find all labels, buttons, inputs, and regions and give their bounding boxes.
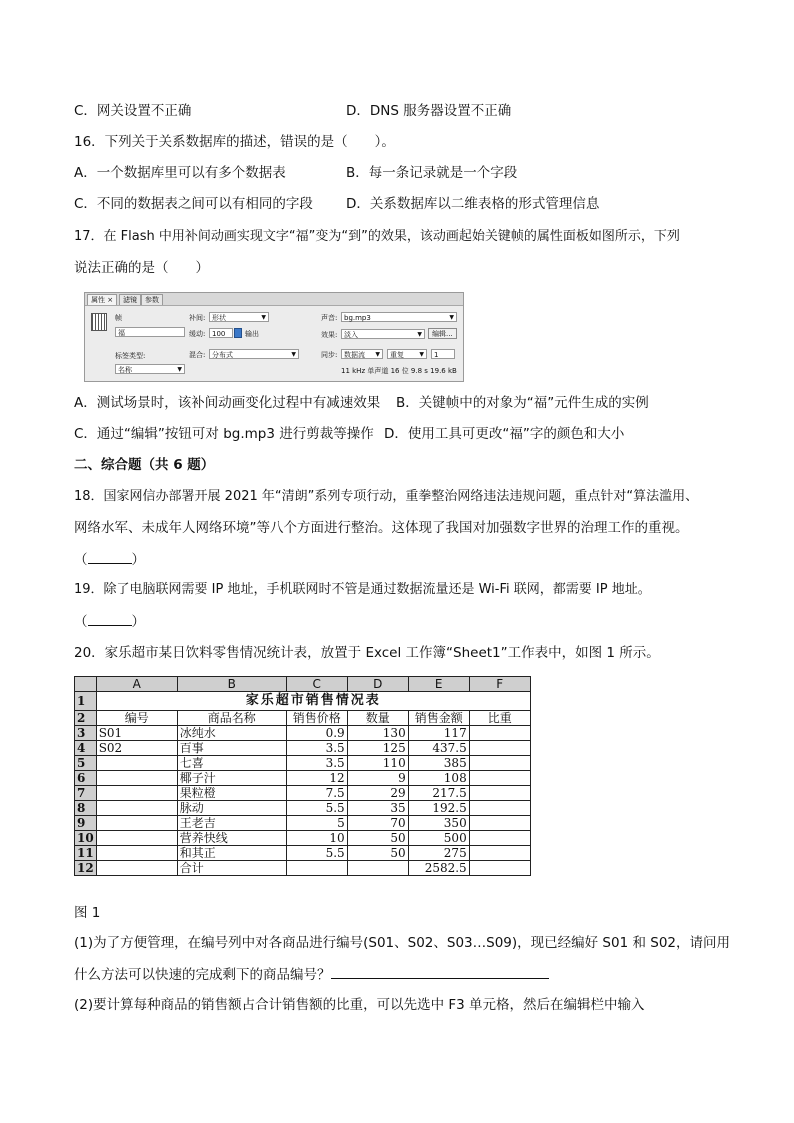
chevron-down-icon: ▼ <box>177 366 182 373</box>
corner-cell <box>75 677 97 692</box>
row-number: 10 <box>75 831 97 846</box>
row-number: 4 <box>75 741 97 756</box>
effect-value: 淡入 <box>344 331 358 339</box>
sync-label: 同步: <box>321 351 338 359</box>
cell-qty[interactable]: 35 <box>347 801 408 816</box>
header-price[interactable]: 销售价格 <box>286 711 347 726</box>
effect-select[interactable] <box>341 329 425 339</box>
label-type-select[interactable] <box>115 364 185 374</box>
q19-answer-blank <box>74 611 145 632</box>
cell-price[interactable]: 5 <box>286 816 347 831</box>
tab-properties[interactable]: 属性 × <box>87 294 117 305</box>
table-row <box>75 711 531 726</box>
cell-amount[interactable]: 192.5 <box>408 801 469 816</box>
table-row <box>75 846 531 861</box>
q18-line1: 18．国家网信办部署开展 2021 年“清朗”系列专项行动，重拳整治网络违法违规问题，重点针对“算法滥用、 <box>74 489 699 504</box>
cell-qty[interactable]: 29 <box>347 786 408 801</box>
cell-ratio[interactable] <box>469 726 530 741</box>
cell-price[interactable]: 0.9 <box>286 726 347 741</box>
ease-slider-button[interactable] <box>234 328 242 338</box>
table-row <box>75 692 531 711</box>
frame-label: 帧 <box>115 314 122 322</box>
q17-option-c: C．通过“编辑”按钮可对 bg.mp3 进行剪裁等操作 <box>74 426 374 442</box>
header-id[interactable]: 编号 <box>96 711 177 726</box>
paren-open: （ <box>74 552 88 568</box>
blend-value: 分布式 <box>212 351 233 359</box>
cell-amount[interactable]: 217.5 <box>408 786 469 801</box>
blend-label: 混合: <box>189 351 206 359</box>
header-amount[interactable]: 销售金额 <box>408 711 469 726</box>
header-ratio[interactable]: 比重 <box>469 711 530 726</box>
col-header-d: D <box>347 677 408 692</box>
blend-select[interactable] <box>209 349 299 359</box>
cell-amount[interactable]: 117 <box>408 726 469 741</box>
cell-ratio[interactable] <box>469 846 530 861</box>
effect-label: 效果: <box>321 331 338 339</box>
cell-qty[interactable] <box>347 861 408 876</box>
row-number: 8 <box>75 801 97 816</box>
cell-id[interactable] <box>96 861 177 876</box>
frame-icon <box>91 313 107 331</box>
row-number: 7 <box>75 786 97 801</box>
cell-qty[interactable]: 9 <box>347 771 408 786</box>
q16-stem: 16．下列关于关系数据库的描述，错误的是（ ）。 <box>74 134 395 150</box>
cell-id[interactable] <box>96 846 177 861</box>
q20-sub1-text: 什么方法可以快速的完成剩下的商品编号？ <box>74 967 331 983</box>
tween-label: 补间: <box>189 314 206 322</box>
section-title: 二、综合题（共 6 题） <box>74 457 215 473</box>
row-number: 12 <box>75 861 97 876</box>
row-number: 6 <box>75 771 97 786</box>
cell-name[interactable]: 果粒橙 <box>177 786 286 801</box>
column-header-row <box>75 677 531 692</box>
cell-price[interactable]: 7.5 <box>286 786 347 801</box>
cell-amount[interactable]: 437.5 <box>408 741 469 756</box>
cell-ratio[interactable] <box>469 771 530 786</box>
label-type-caption: 标签类型: <box>115 352 146 360</box>
cell-ratio[interactable] <box>469 816 530 831</box>
cell-ratio[interactable] <box>469 801 530 816</box>
sound-label: 声音: <box>321 314 338 322</box>
label-type-value: 名称 <box>118 366 132 374</box>
row-number: 2 <box>75 711 97 726</box>
paren-close: ） <box>131 614 145 630</box>
q18-answer-blank <box>74 549 145 570</box>
q17-option-b: B．关键帧中的对象为“福”元件生成的实例 <box>396 395 649 411</box>
cell-qty[interactable]: 50 <box>347 831 408 846</box>
cell-price[interactable]: 12 <box>286 771 347 786</box>
cell-name[interactable]: 椰子汁 <box>177 771 286 786</box>
figure-caption: 图 1 <box>74 905 101 921</box>
cell-amount[interactable]: 350 <box>408 816 469 831</box>
q20-stem: 20．家乐超市某日饮料零售情况统计表，放置于 Excel 工作簿“Sheet1”工作表中，如图 1 所示。 <box>74 645 660 661</box>
q17-stem-line1: 17．在 Flash 中用补间动画实现文字“福”变为“到”的效果，该动画起始关键帧的属性面板如图所示，下列 <box>74 229 680 244</box>
cell-amount[interactable]: 275 <box>408 846 469 861</box>
answer-blank[interactable] <box>88 549 132 564</box>
answer-blank[interactable] <box>331 964 549 979</box>
cell-name[interactable]: 冰纯水 <box>177 726 286 741</box>
paren-open: （ <box>74 614 88 630</box>
flash-properties-panel <box>84 292 464 382</box>
sound-select[interactable] <box>341 312 457 322</box>
chevron-down-icon: ▼ <box>375 351 380 358</box>
q20-sub1-line2 <box>74 964 549 985</box>
cell-total-amount[interactable]: 2582.5 <box>408 861 469 876</box>
cell-total-label[interactable]: 合计 <box>177 861 286 876</box>
table-row <box>75 726 531 741</box>
header-qty[interactable]: 数量 <box>347 711 408 726</box>
table-row <box>75 756 531 771</box>
cell-qty[interactable]: 125 <box>347 741 408 756</box>
row-number: 3 <box>75 726 97 741</box>
sound-info: 11 kHz 单声道 16 位 9.8 s 19.6 kB <box>341 367 457 375</box>
q15-option-c: C．网关设置不正确 <box>74 103 192 119</box>
tween-select[interactable] <box>209 312 269 322</box>
cell-qty[interactable]: 130 <box>347 726 408 741</box>
q16-option-b: B．每一条记录就是一个字段 <box>346 165 518 181</box>
cell-qty[interactable]: 50 <box>347 846 408 861</box>
cell-price[interactable]: 3.5 <box>286 756 347 771</box>
col-header-a: A <box>96 677 177 692</box>
row-number: 5 <box>75 756 97 771</box>
table-row <box>75 801 531 816</box>
cell-id[interactable] <box>96 816 177 831</box>
cell-amount[interactable]: 108 <box>408 771 469 786</box>
edit-sound-button[interactable]: 编辑... <box>428 328 457 339</box>
cell-name[interactable]: 营养快线 <box>177 831 286 846</box>
row-number: 1 <box>75 692 97 711</box>
q17-option-d: D．使用工具可更改“福”字的颜色和大小 <box>384 426 625 442</box>
cell-id[interactable] <box>96 831 177 846</box>
panel-tab-bar <box>85 293 463 306</box>
cell-id[interactable] <box>96 756 177 771</box>
ease-input[interactable]: 100 <box>209 328 233 338</box>
cell-qty[interactable]: 70 <box>347 816 408 831</box>
cell-amount[interactable]: 385 <box>408 756 469 771</box>
table-row <box>75 741 531 756</box>
tab-filters[interactable]: 滤镜 <box>119 294 141 305</box>
cell-ratio[interactable] <box>469 786 530 801</box>
cell-name[interactable]: 脉动 <box>177 801 286 816</box>
q19-line1: 19．除了电脑联网需要 IP 地址，手机联网时不管是通过数据流量还是 Wi-Fi 联网，都需要 IP 地址。 <box>74 582 651 597</box>
q20-sub1-line1: (1)为了方便管理，在编号列中对各商品进行编号(S01、S02、S03…S09)，现已经编好 S01 和 S02，请问用 <box>74 935 731 951</box>
cell-id[interactable]: S01 <box>96 726 177 741</box>
repeat-count-input[interactable]: 1 <box>431 349 455 359</box>
paren-close: ） <box>131 552 145 568</box>
q15-option-d: D．DNS 服务器设置不正确 <box>346 103 512 119</box>
q16-option-c: C．不同的数据表之间可以有相同的字段 <box>74 196 313 212</box>
row-number: 9 <box>75 816 97 831</box>
cell-id[interactable]: S02 <box>96 741 177 756</box>
cell-name[interactable]: 和其正 <box>177 846 286 861</box>
excel-sales-table <box>74 676 531 876</box>
header-name[interactable]: 商品名称 <box>177 711 286 726</box>
q18-line2: 网络水军、未成年人网络环境”等八个方面进行整治。这体现了我国对加强数字世界的治理工作的重视。 <box>74 520 689 536</box>
frame-name-input[interactable]: 福 <box>115 327 185 337</box>
col-header-b: B <box>177 677 286 692</box>
table-title[interactable]: 家乐超市销售情况表 <box>96 692 530 711</box>
table-row <box>75 771 531 786</box>
cell-name[interactable]: 王老吉 <box>177 816 286 831</box>
chevron-down-icon: ▼ <box>449 314 454 321</box>
total-row <box>75 861 531 876</box>
cell-price[interactable]: 5.5 <box>286 801 347 816</box>
q17-stem-line2: 说法正确的是（ ） <box>74 260 209 276</box>
tab-parameters[interactable]: 参数 <box>141 294 163 305</box>
q17-option-a: A．测试场景时，该补间动画变化过程中有减速效果 <box>74 395 381 411</box>
ease-caption: 输出 <box>245 330 259 338</box>
tween-value: 形状 <box>212 314 226 322</box>
table-row <box>75 831 531 846</box>
table-row <box>75 786 531 801</box>
ease-label: 缓动: <box>189 330 206 338</box>
row-number: 11 <box>75 846 97 861</box>
cell-name[interactable]: 百事 <box>177 741 286 756</box>
answer-blank[interactable] <box>88 611 132 626</box>
cell-name[interactable]: 七喜 <box>177 756 286 771</box>
cell-id[interactable] <box>96 771 177 786</box>
cell-price[interactable]: 5.5 <box>286 846 347 861</box>
chevron-down-icon: ▼ <box>417 331 422 338</box>
col-header-f: F <box>469 677 530 692</box>
chevron-down-icon: ▼ <box>419 351 424 358</box>
cell-price[interactable]: 3.5 <box>286 741 347 756</box>
table-row <box>75 816 531 831</box>
cell-amount[interactable]: 500 <box>408 831 469 846</box>
cell-ratio[interactable] <box>469 831 530 846</box>
cell-ratio[interactable] <box>469 741 530 756</box>
q16-option-d: D．关系数据库以二维表格的形式管理信息 <box>346 196 600 212</box>
cell-qty[interactable]: 110 <box>347 756 408 771</box>
sync-value: 数据流 <box>344 351 365 359</box>
table-body <box>75 726 531 876</box>
col-header-c: C <box>286 677 347 692</box>
cell-ratio[interactable] <box>469 861 530 876</box>
repeat-value: 重复 <box>390 351 404 359</box>
chevron-down-icon: ▼ <box>291 351 296 358</box>
col-header-e: E <box>408 677 469 692</box>
cell-id[interactable] <box>96 801 177 816</box>
cell-ratio[interactable] <box>469 756 530 771</box>
chevron-down-icon: ▼ <box>261 314 266 321</box>
cell-price[interactable]: 10 <box>286 831 347 846</box>
cell-price[interactable] <box>286 861 347 876</box>
cell-id[interactable] <box>96 786 177 801</box>
sound-value: bg.mp3 <box>344 314 371 322</box>
repeat-select[interactable] <box>387 349 427 359</box>
sync-select[interactable] <box>341 349 383 359</box>
q20-sub2-line1: (2)要计算每种商品的销售额占合计销售额的比重，可以先选中 F3 单元格，然后在编辑栏中输入 <box>74 997 645 1013</box>
q16-option-a: A．一个数据库里可以有多个数据表 <box>74 165 286 181</box>
